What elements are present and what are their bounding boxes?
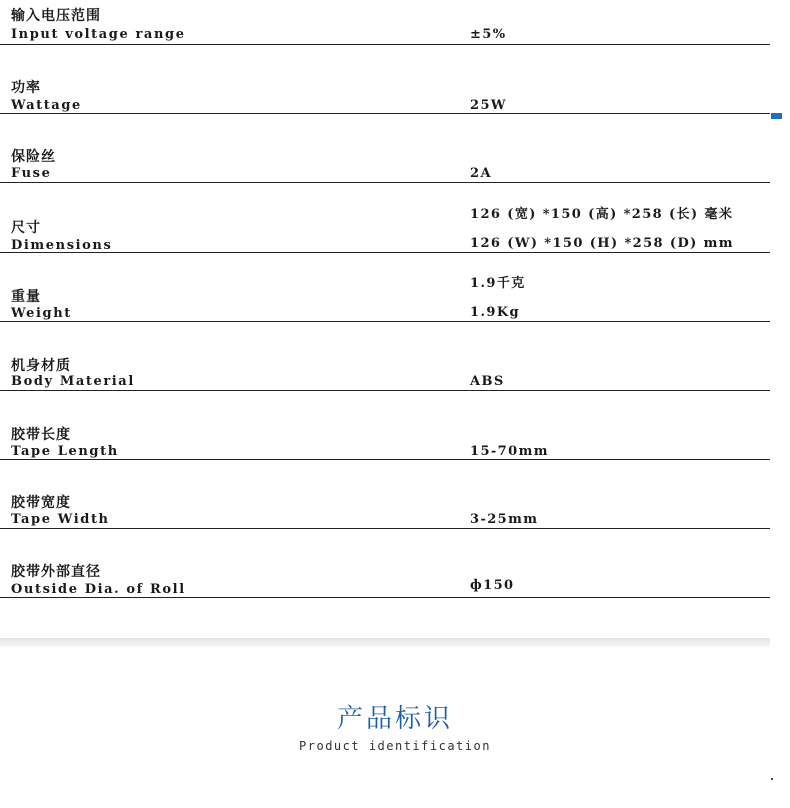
spec-label-zh: 功率 — [11, 80, 41, 96]
spec-value-en: 126 (W) *150 (H) *258 (D) mm — [470, 236, 734, 251]
spec-label-zh: 胶带外部直径 — [11, 564, 101, 580]
spec-value: 3-25mm — [470, 512, 539, 527]
spec-label-zh: 胶带长度 — [11, 427, 71, 443]
spec-row-fuse — [0, 114, 770, 183]
spec-row-input-voltage — [0, 0, 770, 45]
spec-value: 126 (宽) *150 (高) *258 (长) 毫米 — [470, 207, 734, 222]
spec-row-wattage — [0, 45, 770, 114]
spec-label-zh: 胶带宽度 — [11, 495, 71, 511]
spec-label-zh: 机身材质 — [11, 358, 71, 374]
section-subtitle: Product identification — [299, 739, 491, 753]
spec-row-body-material — [0, 322, 770, 391]
spec-label-en: Outside Dia. of Roll — [11, 582, 186, 597]
spec-label-en: Body Material — [11, 374, 135, 389]
spec-label-en: Input voltage range — [11, 27, 186, 42]
spec-label-zh: 尺寸 — [11, 220, 41, 236]
spec-row-tape-width — [0, 460, 770, 529]
spec-label-en: Wattage — [11, 98, 82, 113]
spec-label-en: Tape Width — [11, 512, 110, 527]
spec-value: 25W — [470, 98, 507, 113]
section-divider — [0, 638, 770, 647]
spec-label-en: Weight — [11, 306, 72, 321]
spec-label-zh: 保险丝 — [11, 149, 56, 165]
section-header — [0, 702, 790, 754]
spec-value: ABS — [470, 374, 505, 389]
decorative-dot — [771, 778, 773, 780]
spec-label-en: Dimensions — [11, 238, 113, 253]
spec-value: ±5% — [470, 27, 507, 42]
section-title: 产品标识 — [336, 704, 453, 734]
accent-mark — [771, 113, 782, 119]
spec-row-outside-diameter — [0, 529, 770, 598]
spec-row-weight — [0, 253, 770, 322]
spec-label-zh: 重量 — [11, 289, 41, 305]
spec-value-en: 1.9Kg — [470, 305, 521, 320]
spec-value: ф150 — [470, 578, 515, 593]
spec-value: 15-70mm — [470, 444, 549, 459]
spec-value: 1.9千克 — [470, 276, 526, 291]
spec-label-en: Tape Length — [11, 444, 119, 459]
spec-value: 2A — [470, 166, 492, 181]
spec-row-tape-length — [0, 391, 770, 460]
spec-row-dimensions — [0, 183, 770, 253]
spec-label-zh: 输入电压范围 — [11, 8, 101, 24]
spec-label-en: Fuse — [11, 166, 52, 181]
